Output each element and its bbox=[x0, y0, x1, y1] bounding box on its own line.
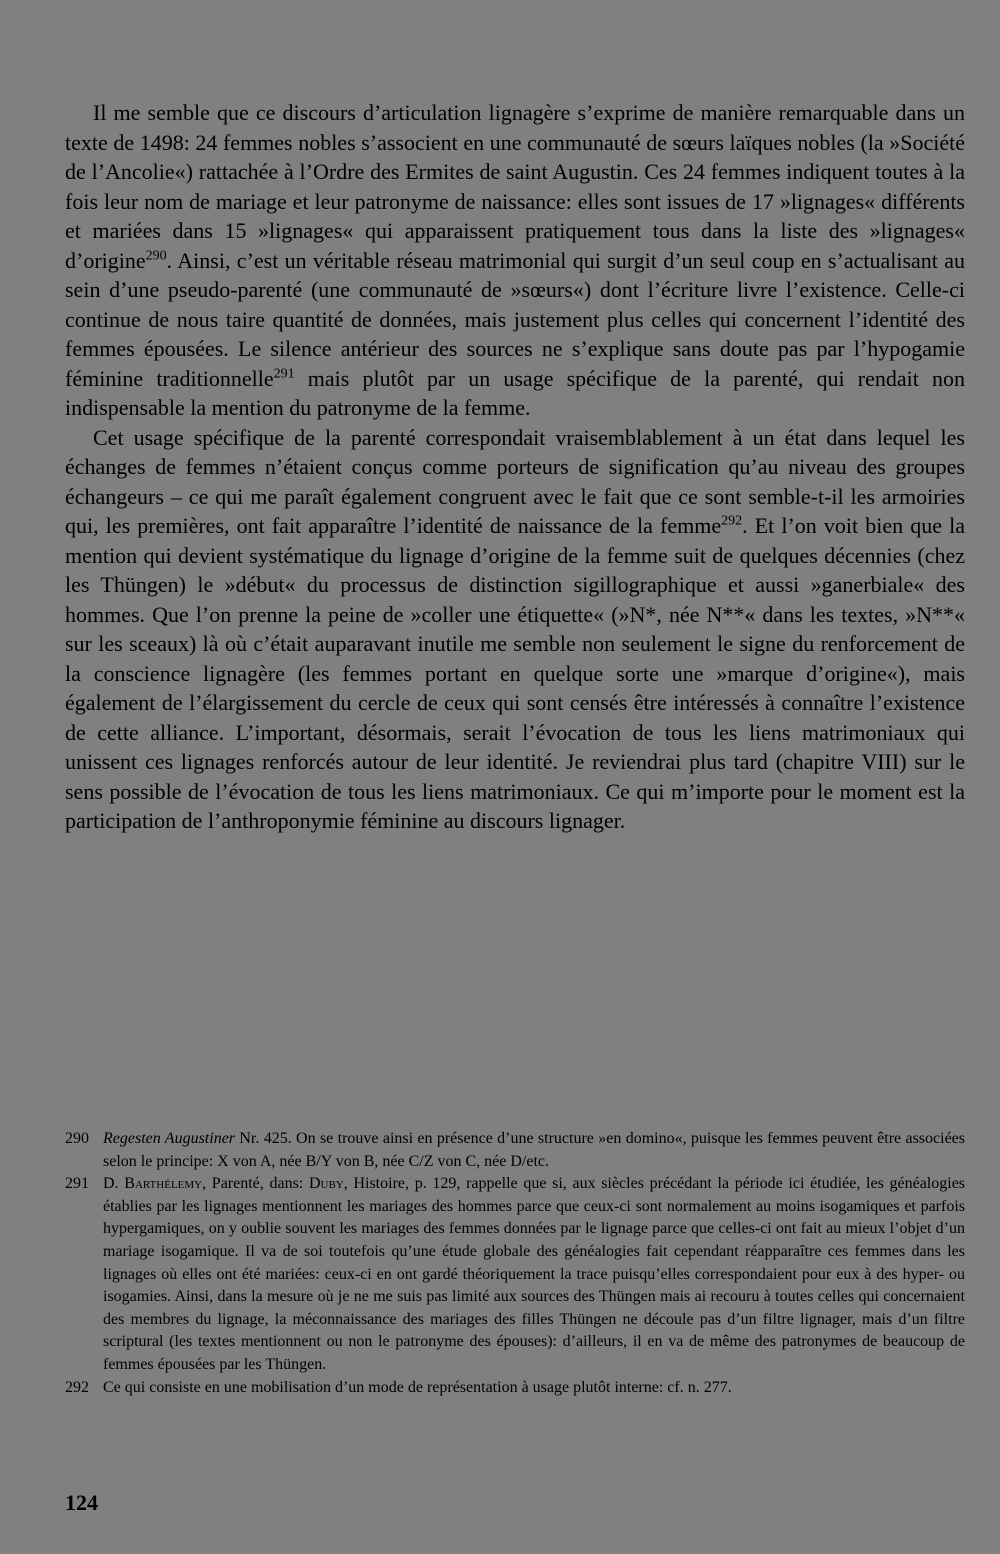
footnote-reference-292: 292 bbox=[721, 513, 743, 529]
paragraph-text: . Ainsi, c’est un véritable réseau matrimonial qui surgit d’un seul coup en s’actualisant au sein d’une pseudo-parenté (une communauté de »sœurs«) dont l’écriture livre l’existence. Celle-ci continue de nous taire quantité de données, mais justement plus celles qui concernent l’identité des femmes épousées. Le silence antérieur des sources ne s’explique sans doute pas par l’hypogamie féminine traditionnelle bbox=[65, 247, 965, 391]
main-text bbox=[65, 98, 965, 836]
page-number: 124 bbox=[65, 1490, 98, 1515]
footnotes bbox=[65, 1128, 965, 1399]
paragraph-text: . Et l’on voit bien que la mention qui devient systématique du lignage d’origine de la femme suit de quelques décennies (chez les Thüngen) le »début« du processus de distinction sigillographique et aussi »ganerbiale« des hommes. Que l’on prenne la peine de »coller une étiquette« (»N*, née N**« dans les textes, »N**« sur les sceaux) là où c’était auparavant inutile me semble non seulement le signe du renforcement de la conscience lignagère (les femmes portant en quelque sorte une »marque d’origine«), mais également de l’élargissement du cercle de ceux qui sont censés être intéressés à connaître l’existence de cette alliance. L’important, désormais, serait l’évocation de tous les liens matrimoniaux qui unissent ces lignages renforcés autour de leur identité. Je reviendrai plus tard (chapitre VIII) sur le sens possible de l’évocation de tous les liens matrimoniaux. Ce qui m’importe pour le moment est la participation de l’anthroponymie féminine au discours lignager. bbox=[65, 513, 966, 833]
footnote-number: 290 bbox=[65, 1130, 89, 1147]
paragraph-text: Cet usage spécifique de la parenté correspondait vraisemblablement à un état dans lequel les échanges de femmes n’étaient conçus comme porteurs de signification qu’au niveau des groupes échangeurs – ce qui me paraît également congruent avec le fait que ce sont semble-t-il les armoiries qui, les premières, ont fait apparaître l’identité de naissance de la femme bbox=[65, 424, 965, 538]
paragraph-text: mais plutôt par un usage spécifique de la parenté, qui rendait non indispensable la mention du patronyme de la femme. bbox=[65, 365, 965, 420]
footnote-text-segment: Ce qui consiste en une mobilisation d’un mode de représentation à usage plutôt interne: cf. n. 277. bbox=[103, 1378, 732, 1396]
footnote-291 bbox=[65, 1173, 965, 1376]
footnote-reference-291: 291 bbox=[273, 366, 295, 382]
footnote-text-segment: , Parenté, dans: bbox=[202, 1175, 309, 1193]
footnote-number: 291 bbox=[65, 1175, 89, 1193]
footnote-text bbox=[103, 1377, 965, 1400]
paragraph-text: Il me semble que ce discours d’articulation lignagère s’exprime de manière remarquable dans un texte de 1498: 24 femmes nobles s’associent en une communauté de sœurs laïques nobles (la »Société de l’Ancolie«) rattachée à l’Ordre des Ermites de saint Augustin. Ces 24 femmes indiquent toutes à la fois leur nom de mariage et leur patronyme de naissance: elles sont issues de 17 »lignages« différents et mariées dans 15 »lignages« qui apparaissent pratiquement tous dans la liste des »lignages« d’origine bbox=[65, 100, 965, 273]
footnote-text-segment: Nr. 425. On se trouve ainsi en présence d’une structure »en domino«, puisque les femmes peuvent être associées selon le principe: X von A, née B/Y von B, née C/Z von C, née D/etc. bbox=[103, 1130, 965, 1170]
footnote-author-name: Duby bbox=[308, 1175, 344, 1193]
footnote-reference-290: 290 bbox=[145, 248, 167, 264]
footnote-292 bbox=[65, 1377, 965, 1400]
footnote-text bbox=[103, 1173, 965, 1376]
book-page bbox=[65, 0, 965, 1554]
paragraph-2 bbox=[65, 423, 965, 836]
footnote-text-segment: , Histoire, p. 129, rappelle que si, aux siècles précédant la période ici étudiée, les généalogies établies par les lignages mentionnent les mariages des hommes parce que ceux-ci sont normalement au moins isogamiques et parfois hypergamiques, on y oublie souvent les mariages des femmes données par le lignage parce que celles-ci ont fait au mieux l’objet d’un mariage isogamique. Il va de soi toutefois qu’une étude globale des généalogies fait cependant réapparaître ces femmes dans les lignages où elles ont été mariées: ceux-ci en ont gardé théoriquement la trace puisqu’elles correspondaient pour eux à des hyper- ou isogamies. Ainsi, dans la mesure où je ne me suis pas limité aux sources des Thüngen mais ai recouru à toutes celles qui concernaient des membres du lignage, la méconnaissance des mariages des filles Thüngen ne découle pas d’un filtre lignager, mais d’un filtre scriptural (les textes mentionnent ou non le patronyme des épouses): d’ailleurs, il en va de même des patronymes de beaucoup de femmes épousées par les Thüngen. bbox=[103, 1175, 966, 1373]
paragraph-1 bbox=[65, 98, 965, 423]
footnote-text bbox=[103, 1128, 965, 1173]
footnote-text-segment: D. bbox=[103, 1175, 125, 1193]
footnote-italic-title: Regesten Augustiner bbox=[103, 1130, 236, 1147]
footnote-author-name: Barthélemy bbox=[124, 1175, 203, 1193]
footnote-290 bbox=[65, 1128, 965, 1173]
footnote-number: 292 bbox=[65, 1378, 89, 1396]
